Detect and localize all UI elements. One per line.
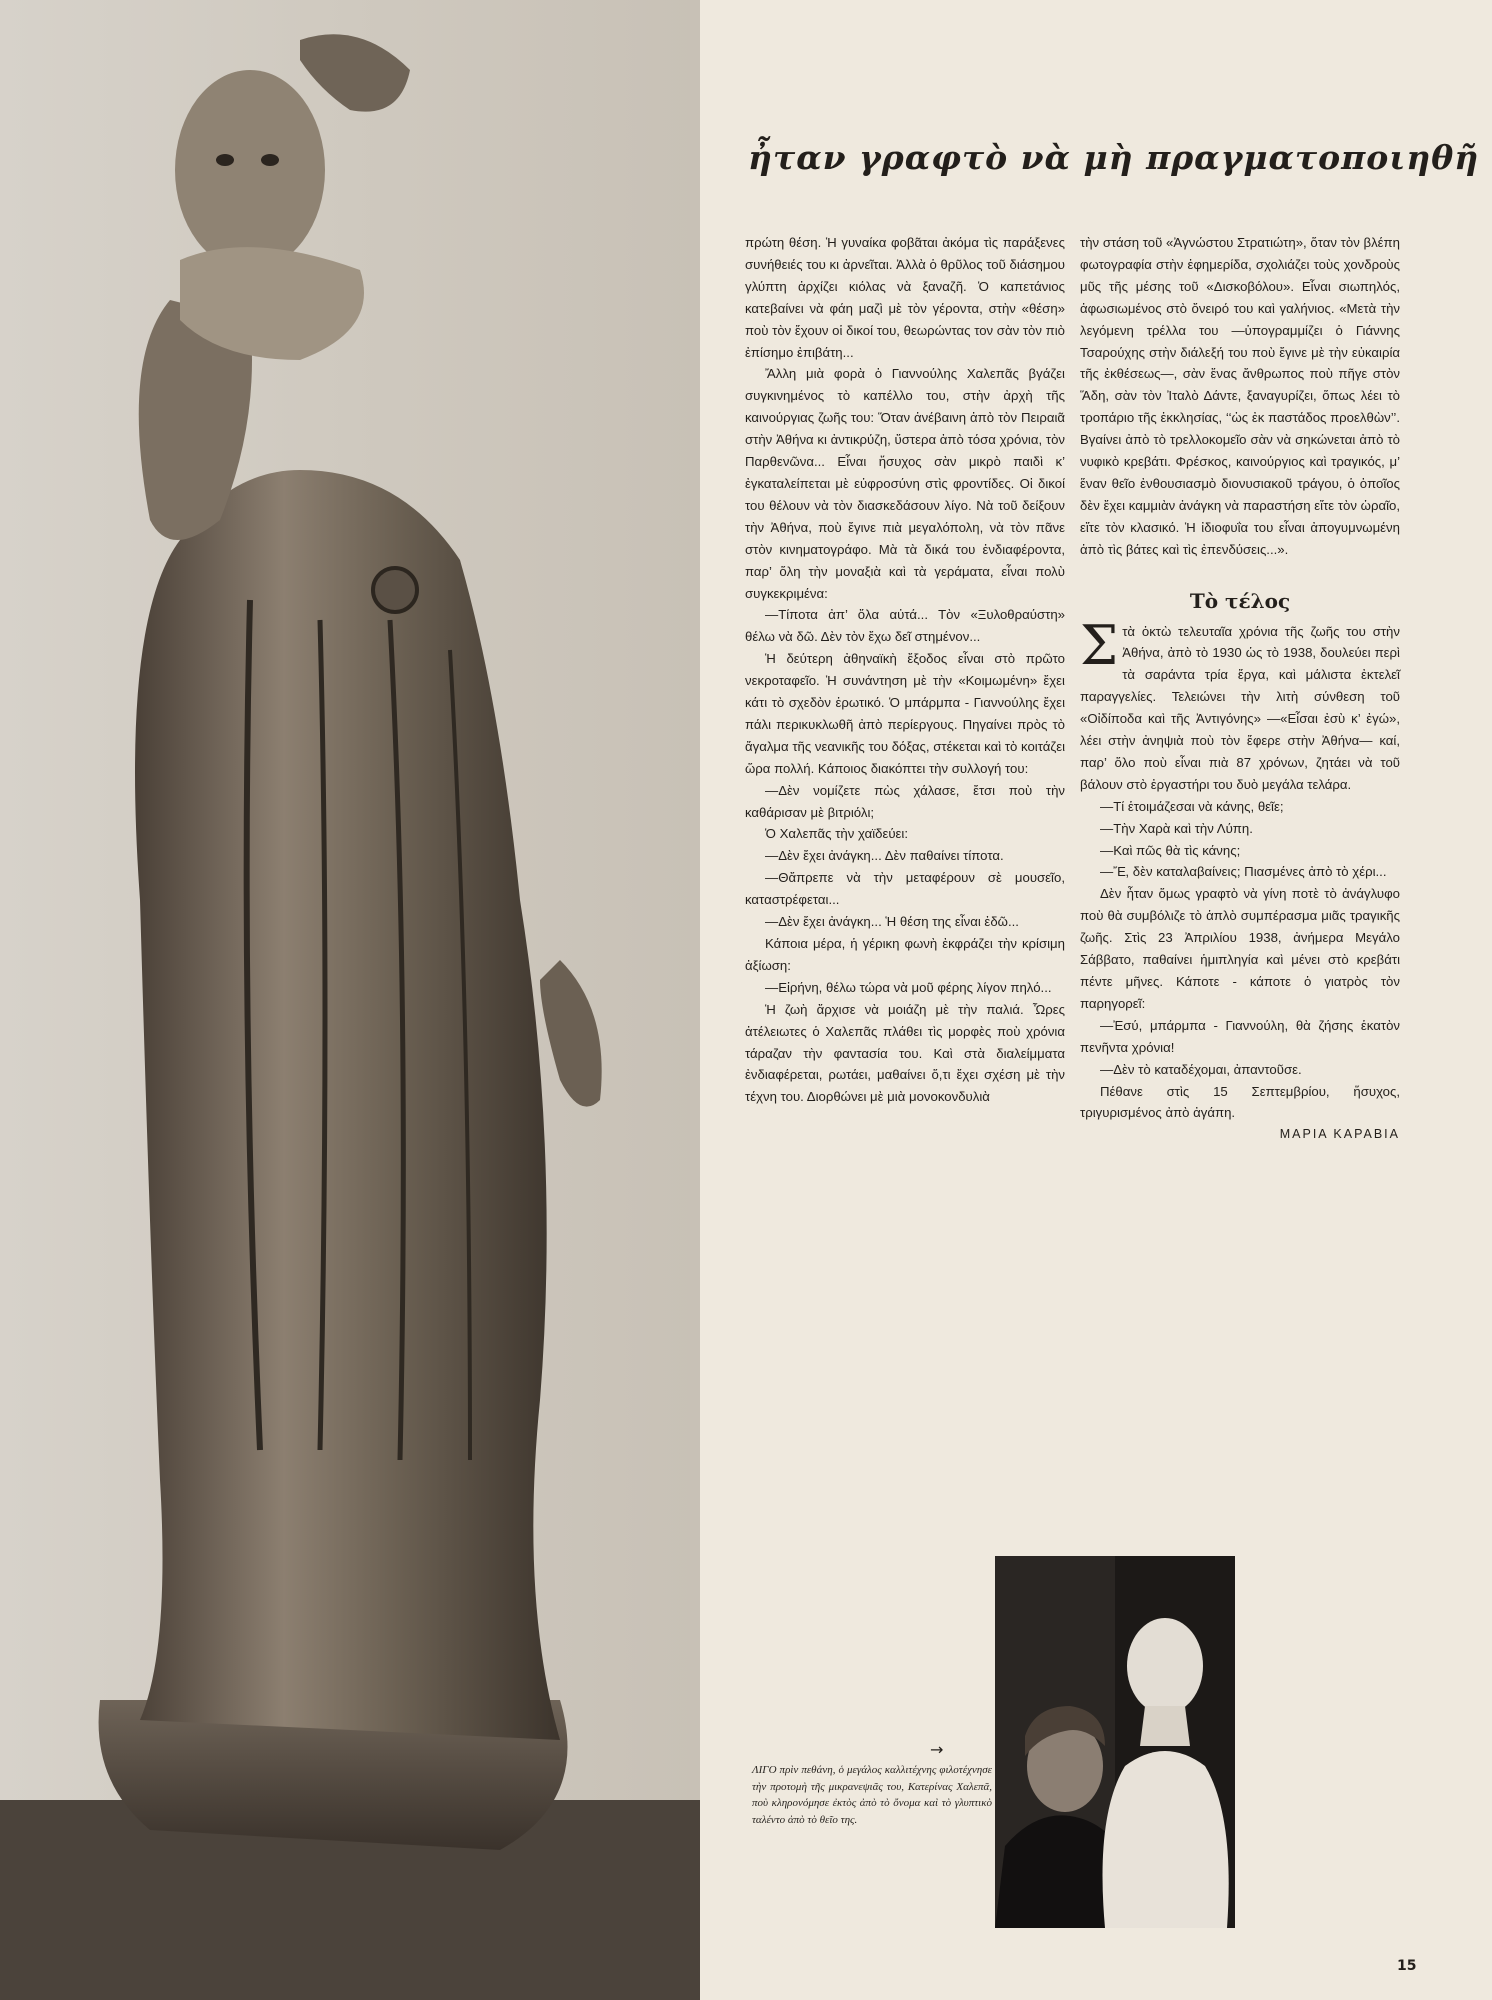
paragraph: —Τί ἑτοιμάζεσαι νὰ κάνης, θεῖε; (1100, 798, 1284, 814)
page-number: 15 (1397, 1958, 1417, 1974)
drop-cap: Σ (1080, 613, 1119, 677)
paragraph: —Δὲν ἔχει ἀνάγκη... Ἡ θέση της εἶναι ἐδῶ... (765, 914, 1019, 930)
paragraph (1080, 613, 1400, 796)
paragraph: Κάποια μέρα, ἡ γέρικη φωνὴ ἐκφράζει τὴν κρίσιμη ἀξίωση: (745, 936, 1065, 973)
paragraph: Πέθανε στὶς 15 Σεπτεμβρίου, ἥσυχος, τριγυρισμένος ἀπὸ ἀγάπη. (1080, 1083, 1400, 1121)
section-subhead: Τὸ τέλος (1189, 588, 1291, 613)
paragraph: —Εἰρήνη, θέλω τώρα νὰ μοῦ φέρης λίγον πηλό... (765, 979, 1052, 995)
article-headline: ἦταν γραφτὸ νὰ μὴ πραγματοποιηθῆ (748, 138, 1480, 177)
portrait-photo (995, 1556, 1235, 1928)
article-column-2 (1080, 232, 1400, 1146)
arrow-right-icon: → (930, 1740, 944, 1759)
paragraph: —Ἔ, δὲν καταλαβαίνεις; Πιασμένες ἀπὸ τὸ χέρι... (1100, 864, 1387, 880)
paragraph: —Καὶ πῶς θὰ τὶς κάνης; (1100, 842, 1241, 858)
paragraph: —Δὲν νομίζετε πὼς χάλασε, ἔτσι ποὺ τὴν καθάρισαν μὲ βιτριόλι; (745, 782, 1065, 820)
article-column-1 (745, 232, 1065, 1108)
paragraph: τὴν στάση τοῦ «Ἀγνώστου Στρατιώτη», ὅταν τὸν βλέπη φωτογραφία στὴν ἐφημερίδα, σχολιάζει τοὺς χονδροὺς μῦς τῆς μέσης τοῦ «Δισκοβόλου». Εἶναι σιωπηλός, ἀφωσιωμένος στὸ ὄνειρό του καὶ γαλήνιος. «Μετὰ τὴν λεγόμενη τρέλλα του —ὑπογραμμίζει ὁ Γιάννης Τσαρούχης στὴν διάλεξή του ποὺ ἔγινε μὲ τὴν εὐκαιρία τῆς ἐκθέσεως—, σὰν ἕνας ἄνθρωπος ποὺ πῆγε στὸν Ἅδη, σὰν τὸν Ἰταλὸ Δάντε, ξαναγυρίζει, ὅπως λέει τὸ τροπάριο τῆς ἐκκλησίας, ‘‘ὡς ἐκ παστάδος προελθὼν’’. Βγαίνει ἀπὸ τὸ τρελλοκομεῖο σὰν νὰ σηκώνεται ἀπὸ τὸ νυφικὸ κρεβάτι. Φρέσκος, καινούργιος καὶ τραγικός, μ’ ἕναν θεῖο ἐνθουσιασμὸ διονυσιακοῦ τράγου, ὁ ὁποῖος δὲν ἔχει καμμιὰν ἀνάγκη νὰ παραστήση εἴτε τὸν ὡραῖο, εἴτε τὸν κλασικό. Ἡ ἰδιοφυΐα του εἶναι ἀπογυμνωμένη ἀπὸ τὶς βάτες καὶ τὶς ἐπενδύσεις...». (1080, 235, 1400, 557)
sculpture-figure (0, 0, 700, 2000)
paragraph: —Τίποτα ἀπ’ ὅλα αὐτά... Τὸν «Ξυλοθραύστη» θέλω νὰ δῶ. Δὲν τὸν ἔχω δεῖ στημένον... (745, 607, 1065, 645)
author-signature: ΜΑΡΙΑ ΚΑΡΑΒΙΑ (1279, 1127, 1400, 1142)
photo-caption: ΛΙΓΟ πρὶν πεθάνη, ὁ μεγάλος καλλιτέχνης φιλοτέχνησε τὴν προτομὴ τῆς μικρανεψιᾶς του, Κατερίνας Χαλεπᾶ, ποὺ κληρονόμησε ἐκτὸς ἀπὸ τὸ ὄνομα καὶ τὸ γλυπτικὸ ταλέντο ἀπὸ τὸ θεῖο της. (752, 1764, 992, 1826)
sculpture-photo (0, 0, 700, 2000)
paragraph: Δὲν ἦταν ὅμως γραφτὸ νὰ γίνη ποτὲ τὸ ἀνάγλυφο ποὺ θὰ συμβόλιζε τὸ ἁπλὸ συμπέρασμα μιᾶς τραγικῆς ζωῆς. Στὶς 23 Ἀπριλίου 1938, ἀνήμερα Μεγάλο Σάββατο, παθαίνει ἡμιπληγία καὶ μένει στὸ κρεβάτι πέντε μῆνες. Κάποτε - κάποτε ὁ γιατρὸς τὸν παρηγορεῖ: (1080, 886, 1400, 1011)
paragraph: —Δὲν τὸ καταδέχομαι, ἀπαντοῦσε. (1100, 1061, 1302, 1077)
paragraph: πρώτη θέση. Ἡ γυναίκα φοβᾶται ἀκόμα τὶς παράξενες συνήθειές του κι ἀρνεῖται. Ἀλλὰ ὁ θρῦλος τοῦ διάσημου γλύπτη ἀρχίζει κιόλας νὰ ξαναζῆ. Ὁ καπετάνιος κατεβαίνει νὰ φάη μαζὶ μὲ τὸν γέροντα, στὴν «θέση» ποὺ τὸν ἔχουν οἱ δικοί του, θεωρώντας τον σὰν τὸν πιὸ ἐπίσημο ἐπιβάτη... (745, 235, 1065, 360)
portrait-figure (995, 1556, 1235, 1928)
paragraph: Ἄλλη μιὰ φορὰ ὁ Γιαννούλης Χαλεπᾶς βγάζει συγκινημένος τὸ καπέλλο του, στὴν ἀρχὴ τῆς καινούργιας ζωῆς του: Ὅταν ἀνέβαινη ἀπὸ τὸν Πειραιᾶ στὴν Ἀθήνα κι ἀντικρύζη, ὕστερα ἀπὸ τόσα χρόνια, τὸν Παρθενῶνα... Εἶναι ἥσυχος σὰν μικρὸ παιδὶ κ’ ἐγκαταλείπεται μὲ εὐφροσύνη στὶς φροντίδες. Οἱ δικοί του θέλουν νὰ τὸν διασκεδάσουν λίγο. Νὰ τοῦ δείξουν τὴν Ἀθήνα, ποὺ ἔγινε πιὰ μεγαλόπολη, νὰ τὸν πᾶνε στὸν κινηματογράφο. Μὰ τὰ δικά του ἐνδιαφέροντα, παρ’ ὅλη τὴν μοναξιὰ καὶ τὰ γεράματα, εἶναι πολὺ συγκεκριμένα: (745, 366, 1065, 601)
paragraph: —Θἄπρεπε νὰ τὴν μεταφέρουν σὲ μουσεῖο, καταστρέφεται... (745, 870, 1065, 908)
paragraph: —Τὴν Χαρὰ καὶ τὴν Λύπη. (1100, 820, 1253, 836)
paragraph: Ὁ Χαλεπᾶς τὴν χαϊδεύει: (765, 826, 909, 842)
paragraph-text: τὰ ὀκτὼ τελευταῖα χρόνια τῆς ζωῆς του στὴν Ἀθήνα, ἀπὸ τὸ 1930 ὡς τὸ 1938, δουλεύει περὶ τὰ σαράντα τρία ἔργα, καὶ μάλιστα ἐκτελεῖ παραγγελίες. Τελειώνει τὴν λιτὴ σύνθεση τοῦ «Οἰδίποδα καὶ τῆς Ἀντιγόνης» —«Εἶσαι ἐσὺ κ’ ἐγώ», λέει στὴν ἀνηψιὰ ποὺ τὸν ἔφερε στὴν Ἀθήνα— καί, παρ’ ὅλο ποὺ εἶναι πιὰ 87 χρόνων, ζητάει νὰ τοῦ βάλουν στὸ ἐργαστήρι του δυὸ μεγάλα τελάρα. (1080, 623, 1400, 792)
paragraph: Ἡ δεύτερη ἀθηναϊκὴ ἔξοδος εἶναι στὸ πρῶτο νεκροταφεῖο. Ἡ συνάντηση μὲ τὴν «Κοιμωμένη» ἔχει κάτι τὸ σχεδὸν ἐρωτικό. Ὁ μπάρμπα - Γιαννούλης ἔχει πάλι περικυκλωθῆ ἀπὸ περίεργους. Πηγαίνει πρὸς τὸ ἄγαλμα τῆς νεανικῆς του δόξας, στέκεται καὶ τὸ κοιτάζει ὥρα πολλή. Κάποιος διακόπτει τὴν συλλογή του: (745, 651, 1065, 776)
paragraph: —Δὲν ἔχει ἀνάγκη... Δὲν παθαίνει τίποτα. (765, 848, 1004, 864)
paragraph: —Ἐσύ, μπάρμπα - Γιαννούλη, θὰ ζήσης ἑκατὸν πενῆντα χρόνια! (1080, 1017, 1400, 1055)
paragraph: Ἡ ζωὴ ἄρχισε νὰ μοιάζη μὲ τὴν παλιά. Ὧρες ἀτέλειωτες ὁ Χαλεπᾶς πλάθει τὶς μορφὲς ποὺ χρόνια τάραζαν τὴν φαντασία του. Καὶ στὰ διαλείμματα ἐνδιαφέρεται, ρωτάει, μαθαίνει ὅ,τι ἔχει σχέση μὲ τὴν τέχνη του. Διορθώνει μὲ μιὰ μονοκονδυλιὰ (745, 1001, 1065, 1105)
